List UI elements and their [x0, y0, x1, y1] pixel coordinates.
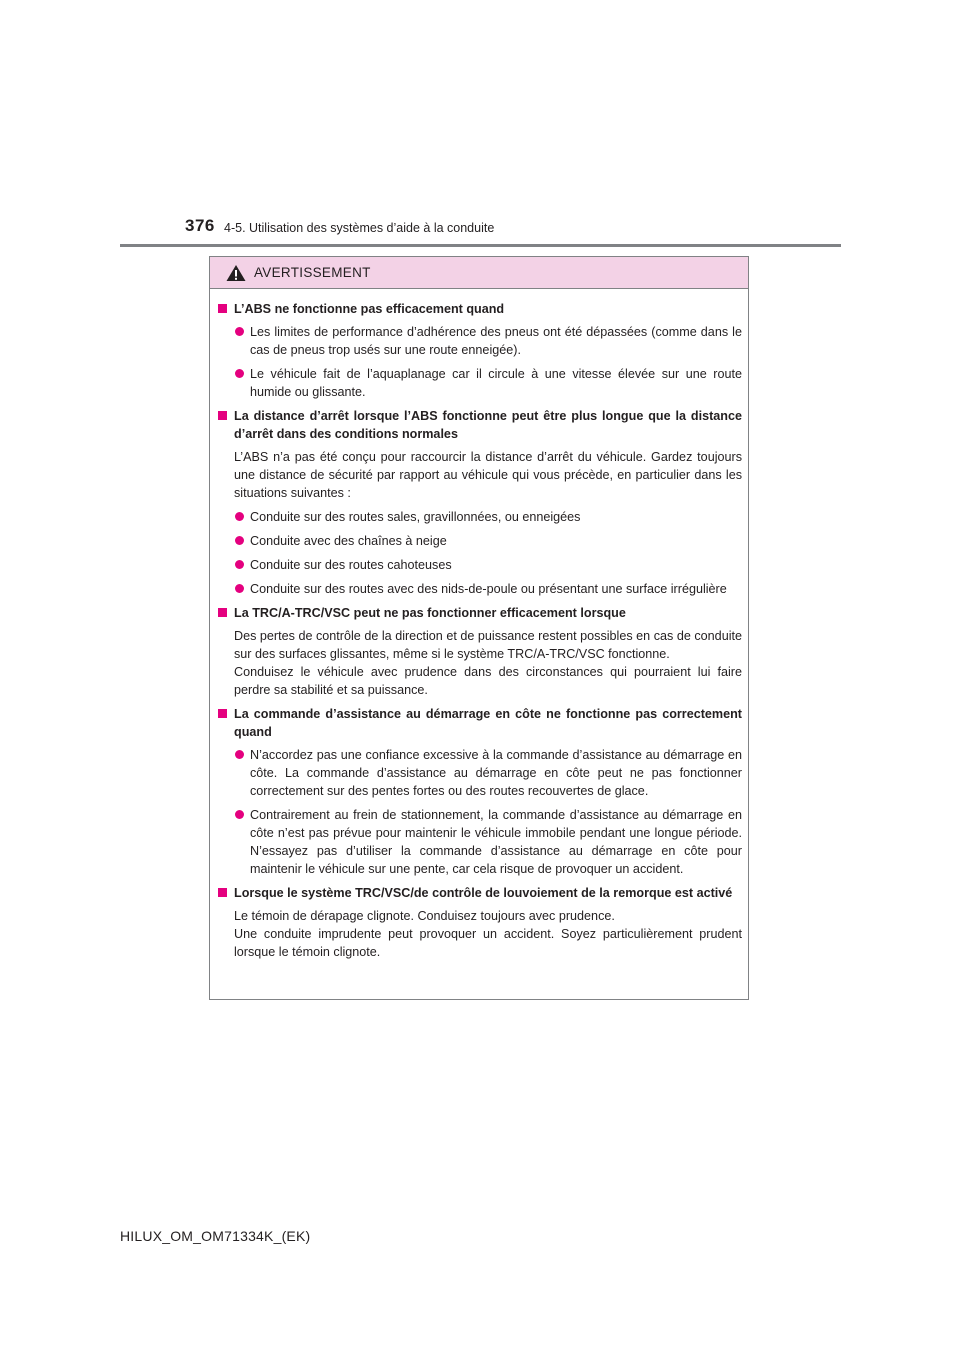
list-item: Les limites de performance d’adhérence des pneus ont été dépassées (comme dans le cas de pneus trop usés sur une route enneigée). [218, 323, 742, 359]
section-heading: Lorsque le système TRC/VSC/de contrôle de louvoiement de la remorque est activé [218, 884, 742, 902]
list-item: Conduite sur des routes sales, gravillonnées, ou enneigées [218, 508, 742, 526]
warning-box [209, 256, 749, 1000]
section-heading: L’ABS ne fonctionne pas efficacement quand [218, 300, 742, 318]
list-item: Le véhicule fait de l’aquaplanage car il circule à une vitesse élevée sur une route humide ou glissante. [218, 365, 742, 401]
paragraph: Le témoin de dérapage clignote. Conduisez toujours avec prudence. [234, 909, 615, 923]
paragraph: L’ABS n’a pas été conçu pour raccourcir la distance d’arrêt du véhicule. Gardez toujours une distance de sécurité par rapport au véhicule qui vous précède, en particulier dans les situations suivantes : [234, 450, 742, 500]
section-heading: La distance d’arrêt lorsque l’ABS fonctionne peut être plus longue que la distance d’arrêt dans des conditions normales [218, 407, 742, 443]
warning-header [210, 257, 748, 289]
page-number: 376 [185, 216, 215, 235]
paragraph: Des pertes de contrôle de la direction et de puissance restent possibles en cas de conduite sur des surfaces glissantes, même si le système TRC/A-TRC/VSC fonctionne. [234, 629, 742, 661]
section-title: 4-5. Utilisation des systèmes d’aide à la conduite [224, 221, 495, 235]
list-item: Conduite sur des routes cahoteuses [218, 556, 742, 574]
list-item: N’accordez pas une confiance excessive à la commande d’assistance au démarrage en côte. La commande d’assistance au démarrage en côte peut ne pas fonctionner correctement sur des pentes fortes ou des routes recouvertes de glace. [218, 746, 742, 800]
warning-triangle-icon [226, 264, 246, 282]
warning-body [210, 289, 748, 961]
section-heading: La TRC/A-TRC/VSC peut ne pas fonctionner efficacement lorsque [218, 604, 742, 622]
paragraph: Une conduite imprudente peut provoquer un accident. Soyez particulièrement prudent lorsque le témoin clignote. [234, 927, 742, 959]
list-item: Conduite avec des chaînes à neige [218, 532, 742, 550]
list-item: Contrairement au frein de stationnement, la commande d’assistance au démarrage en côte n’est pas prévue pour maintenir le véhicule immobile pendant une longue période. N’essayez pas d’utiliser la commande d’assistance au démarrage en côte pour maintenir le véhicule sur une pente, car cela risque de provoquer un accident. [218, 806, 742, 878]
warning-title: AVERTISSEMENT [254, 265, 371, 280]
paragraph: Conduisez le véhicule avec prudence dans des circonstances qui pourraient lui faire perdre sa stabilité et sa puissance. [234, 665, 742, 697]
section-heading: La commande d’assistance au démarrage en côte ne fonctionne pas correctement quand [218, 705, 742, 741]
footer-code: HILUX_OM_OM71334K_(EK) [120, 1228, 311, 1244]
list-item: Conduite sur des routes avec des nids-de-poule ou présentant une surface irrégulière [218, 580, 742, 598]
header-rule [120, 244, 841, 247]
